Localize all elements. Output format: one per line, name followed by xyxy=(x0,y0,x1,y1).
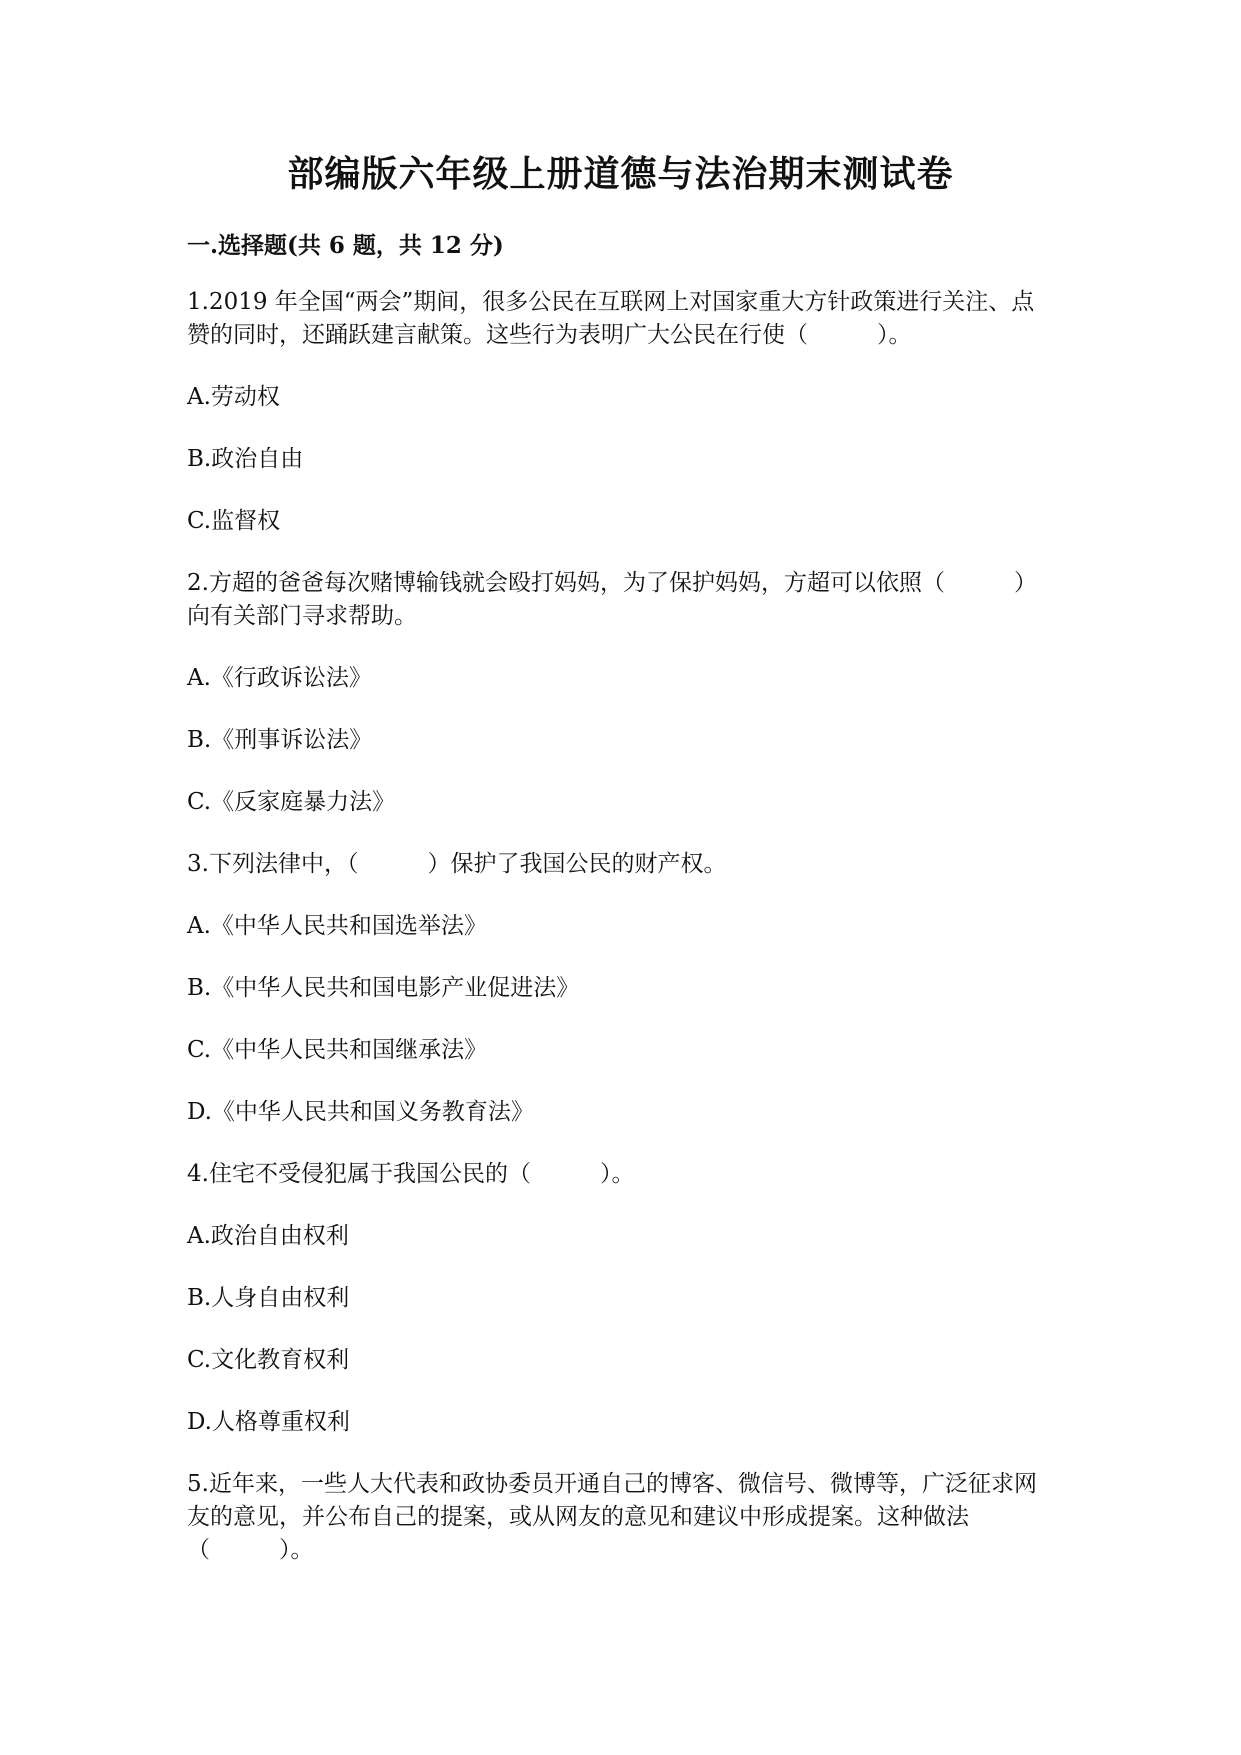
option-b: B.人身自由权利 xyxy=(187,1285,350,1311)
question-text: 4.住宅不受侵犯属于我国公民的（ ）。 xyxy=(187,1161,635,1187)
question-text: 5.近年来，一些人大代表和政协委员开通自己的博客、微信号、微博等，广泛征求网友的意见，并公布自己的提案，或从网友的意见和建议中形成提案。这种做法（ ）。 xyxy=(187,1471,1037,1563)
option-a: A.政治自由权利 xyxy=(187,1223,349,1249)
option-c: C.监督权 xyxy=(187,508,281,534)
option-a: A.《行政诉讼法》 xyxy=(187,665,372,691)
option-c: C.文化教育权利 xyxy=(187,1347,350,1373)
option-b: B.《刑事诉讼法》 xyxy=(187,727,373,753)
question-text: 3.下列法律中，（ ）保护了我国公民的财产权。 xyxy=(187,851,727,877)
question-5 xyxy=(187,1468,1057,1567)
option-b: B.政治自由 xyxy=(187,446,304,472)
option-b: B.《中华人民共和国电影产业促进法》 xyxy=(187,975,580,1001)
option-c: C.《反家庭暴力法》 xyxy=(187,789,396,815)
page-title: 部编版六年级上册道德与法治期末测试卷 xyxy=(287,153,954,195)
question-list xyxy=(187,286,1057,1596)
section-heading: 一.选择题(共 6 题，共 12 分) xyxy=(187,232,504,259)
question-4 xyxy=(187,1158,1057,1439)
question-text: 1.2019 年全国“两会”期间，很多公民在互联网上对国家重大方针政策进行关注、点赞的同时，还踊跃建言献策。这些行为表明广大公民在行使（ ）。 xyxy=(187,289,1035,348)
question-3 xyxy=(187,848,1057,1129)
question-2 xyxy=(187,567,1057,819)
option-c: C.《中华人民共和国继承法》 xyxy=(187,1037,488,1063)
option-a: A.《中华人民共和国选举法》 xyxy=(187,913,487,939)
question-text: 2.方超的爸爸每次赌博输钱就会殴打妈妈，为了保护妈妈，方超可以依照（ ）向有关部门寻求帮助。 xyxy=(187,570,1037,629)
option-d: D.人格尊重权利 xyxy=(187,1409,350,1435)
question-1 xyxy=(187,286,1057,538)
option-a: A.劳动权 xyxy=(187,384,280,410)
option-d: D.《中华人民共和国义务教育法》 xyxy=(187,1099,534,1125)
